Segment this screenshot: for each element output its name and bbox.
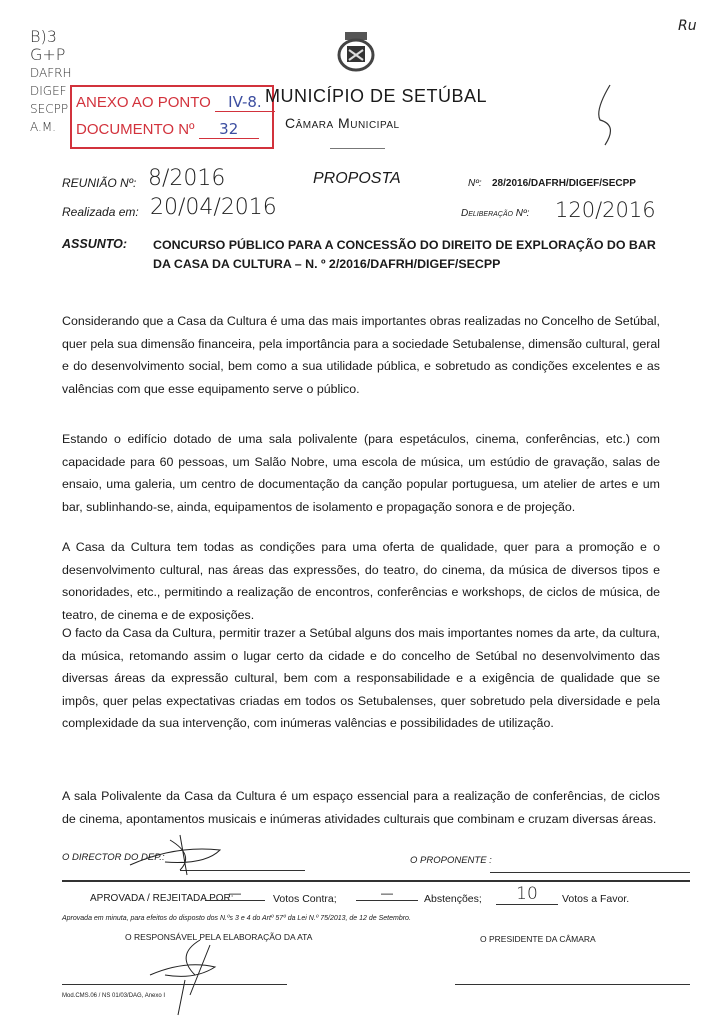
paragraph: O facto da Casa da Cultura, permitir trazer a Setúbal alguns dos mais importantes nomes da arte, da cultura, da música, retomando assim o lugar certo da cidade e do concelho de Setúbal no desenvolvimento das diversas áreas da expressão cultural, bem com a responsabilidade e a exigência de qualidade que se impôs, quer pelas expectativas criadas em todos os Setubalenses, quer sobretudo pela diversidade e pela complexidade da sua intervenção, com inúmeras valências e possibilidades de utilização. <box>62 626 660 730</box>
paragraph: Considerando que a Casa da Cultura é uma das mais importantes obras realizadas no Concelho de Setúbal, quer pela sua dimensão financeira, pela importância para a sociedade Setubalense, dimensão cultural, geral e do desenvolvimento social, bem como a sua utilidade pública, e sobretudo as condições excelentes e as valências com que esse equipamento serve o público. <box>62 314 660 396</box>
coat-of-arms-icon <box>336 30 376 72</box>
reuniao-value: 8/2016 <box>148 166 226 191</box>
assunto-value: CONCURSO PÚBLICO PARA A CONCESSÃO DO DIREITO DE EXPLORAÇÃO DO BAR DA CASA DA CULTURA – N. º 2/2016/DAFRH/DIGEF/SECPP <box>153 238 656 271</box>
legal-note: Aprovada em minuta, para efeitos do disposto dos N.ºs 3 e 4 do Artº 57º da Lei N.º 75/2013, de 12 de Setembro. <box>62 915 411 922</box>
votos-contra-value: — <box>205 886 265 901</box>
note-line: SECPP <box>30 102 69 116</box>
responsavel-label: O RESPONSÁVEL PELA ELABORAÇÃO DA ATA <box>125 932 313 942</box>
handwritten-stroke-icon <box>590 80 620 150</box>
paragraph: A Casa da Cultura tem todas as condições para uma oferta de qualidade, quer para a promoção e o desenvolvimento cultural, nas áreas das expressões, do teatro, do cinema, da música de diversos tipos e sonoridades, etc., permitindo a realização de encontros, conferências e workshops, de ciclos de música, de teatro, de cinema e de exposições. <box>62 540 660 622</box>
stamp-label: ANEXO AO PONTO <box>76 94 211 111</box>
annex-stamp <box>70 85 274 149</box>
abstencoes-label: Abstenções; <box>424 893 482 905</box>
aprovada-label: APROVADA / REJEITADA POR: <box>90 893 234 904</box>
municipality-title: MUNICÍPIO DE SETÚBAL <box>265 86 488 106</box>
divider <box>330 148 385 149</box>
stamp-label: DOCUMENTO Nº <box>76 121 195 138</box>
deliberacao-label: Deliberação Nº: <box>461 208 530 219</box>
presidente-label: O PRESIDENTE DA CÂMARA <box>480 934 596 944</box>
stamp-value: 32 <box>199 120 259 139</box>
form-code: Mod.CMS.06 / NS 01/03/DAG, Anexo I <box>62 993 166 999</box>
numero-label: Nº: <box>468 178 482 189</box>
proponente-label: O PROPONENTE : <box>410 855 492 866</box>
municipality-subtitle: Câmara Municipal <box>285 115 400 131</box>
paragraph: Estando o edifício dotado de uma sala polivalente (para espetáculos, cinema, conferências, etc.) com capacidade para 60 pessoas, um Salão Nobre, uma escola de música, um estúdio de gravação, salas de ensaio, uma galeria, um centro de documentação da canção popular portuguesa, um atelier de artes e um bar, sublinhando-se, ainda, equipamentos de isolamento e propagação sonora e de projeção. <box>62 432 660 514</box>
paragraph: A sala Polivalente da Casa da Cultura é um espaço essencial para a realização de conferências, de ciclos de cinema, apontamentos musicais e inúmeras atividades culturais que combinam e cruzam diversas áreas. <box>62 789 660 826</box>
note-line: A.M. <box>30 120 56 134</box>
document-type: PROPOSTA <box>313 170 401 187</box>
divider <box>62 880 690 882</box>
votos-contra-label: Votos Contra; <box>273 893 337 905</box>
signature-line <box>62 984 287 985</box>
stamp-value: IV-8. <box>215 93 275 112</box>
corner-mark: Ru <box>678 18 697 34</box>
note-line: G+P <box>30 45 66 64</box>
director-label: O DIRECTOR DO DEP.: <box>62 852 165 863</box>
votos-favor-value: 10 <box>496 884 558 905</box>
note-line: DIGEF <box>30 84 67 98</box>
signature-icon <box>140 935 230 1020</box>
deliberacao-value: 120/2016 <box>555 198 656 222</box>
note-line: DAFRH <box>30 66 72 80</box>
signature-icon <box>125 830 235 880</box>
votos-favor-label: Votos a Favor. <box>562 893 630 905</box>
realizada-label: Realizada em: <box>62 205 139 219</box>
signature-line <box>490 872 690 873</box>
realizada-value: 20/04/2016 <box>150 195 277 220</box>
numero-value: 28/2016/DAFRH/DIGEF/SECPP <box>492 178 636 189</box>
note-line: B)3 <box>30 27 57 46</box>
abstencoes-value: — <box>356 886 418 901</box>
handwritten-note <box>30 28 72 136</box>
assunto-label: ASSUNTO: <box>62 237 128 251</box>
signature-line <box>455 984 690 985</box>
reuniao-label: REUNIÃO Nº: <box>62 176 137 190</box>
